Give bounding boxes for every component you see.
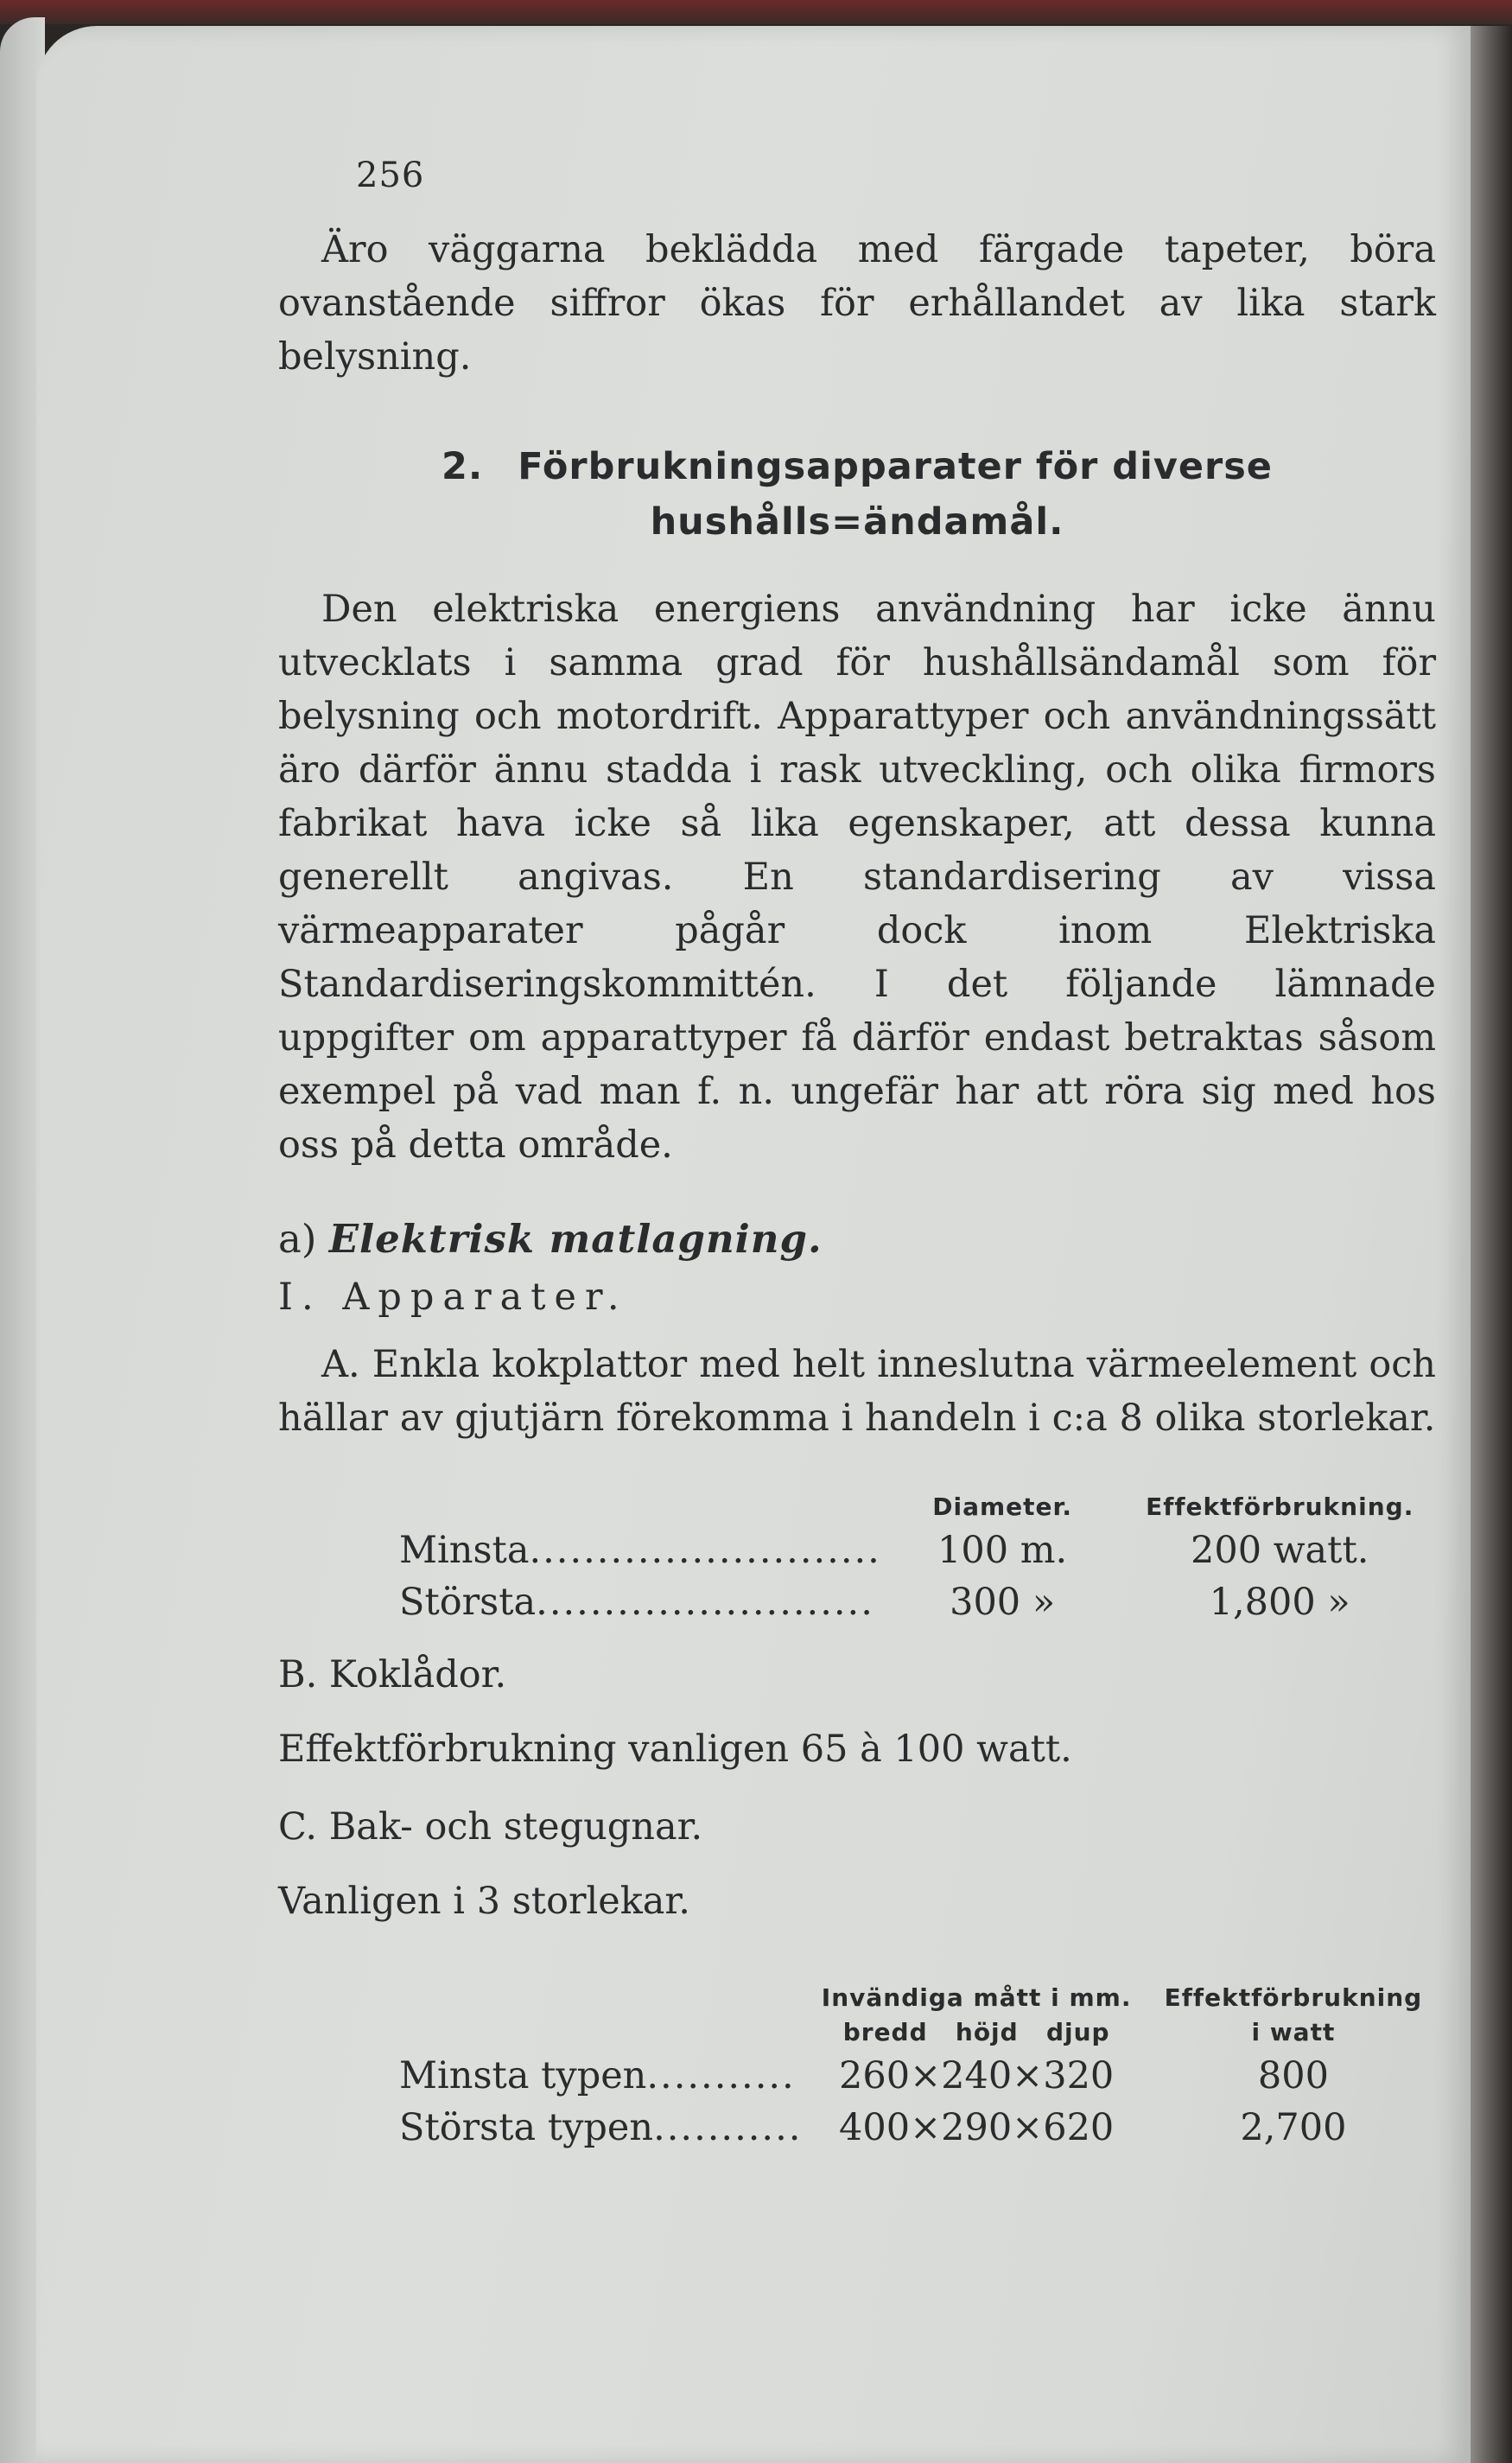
- oven-table: [399, 1981, 1436, 2154]
- table-header-dimensions: Invändiga mått i mm.: [821, 1983, 1132, 2012]
- row-label: Minsta typen: [399, 2054, 647, 2097]
- subsection-a-label: a): [278, 1216, 317, 1262]
- intro-paragraph: Äro väggarna beklädda med färgade tapeter, böra ovanstående siffror ökas för erhållandet av lika stark belysning.: [278, 228, 1436, 379]
- book-page: [36, 26, 1471, 2463]
- row-leader-dots: ...........: [646, 2054, 796, 2097]
- table-header-blank: [399, 1490, 881, 1524]
- row-diameter: 100 m.: [937, 1529, 1068, 1572]
- row-leader-dots: ...........: [653, 2106, 803, 2149]
- row-label-cell: [399, 1524, 881, 1576]
- row-label-cell: [399, 1576, 881, 1628]
- page-number: 256: [356, 156, 425, 195]
- main-paragraph: Den elektriska energiens användning har icke ännu utvecklats i samma grad för hushållsändamål som för belysning och motordrift. Apparattyper och användningssätt äro därför ännu stadda i rask utveckling, och olika firmors fabrikat hava icke så lika egenskaper, att dessa kunna generellt angivas. En standardisering av vissa värmeapparater pågår dock inom Elektriska Standardiseringskommittén. I det följande lämnade uppgifter om apparattyper få därför endast betraktas såsom exempel på vad man f. n. ungefär har att röra sig med hos oss på detta område.: [278, 588, 1436, 1167]
- table-header-diameter: Diameter.: [932, 1492, 1072, 1521]
- table-header-blank: [399, 1981, 802, 2015]
- item-c-title: C. Bak- och stegugnar.: [278, 1805, 703, 1849]
- item-a-text: A. Enkla kokplattor med helt inneslutna värmeelement och hällar av gjutjärn förekomma i handeln i c:a 8 olika storlekar.: [278, 1343, 1436, 1440]
- table-header-blank: [399, 2015, 802, 2050]
- section-number: 2.: [442, 445, 484, 488]
- table-row: [399, 1576, 1436, 1628]
- row-label-cell: [399, 2102, 802, 2154]
- row-dimensions: 260×240×320: [839, 2054, 1115, 2097]
- section-heading: [278, 439, 1436, 550]
- row-diameter: 300 »: [950, 1581, 1056, 1624]
- subsection-I-heading: I. Apparater.: [278, 1276, 628, 1319]
- item-b-text: Effektförbrukning vanligen 65 à 100 watt.: [278, 1728, 1072, 1771]
- row-effect: 1,800 »: [1209, 1581, 1350, 1624]
- book-spine: [1464, 26, 1512, 2463]
- row-effect: 200 watt.: [1190, 1529, 1369, 1572]
- subsection-a-title: Elektrisk matlagning.: [328, 1216, 823, 1262]
- item-c-text: Vanligen i 3 storlekar.: [278, 1880, 690, 1923]
- table-row: [399, 2102, 1436, 2154]
- table-subheader-effect: i watt: [1251, 2018, 1336, 2046]
- book-edge-top: [0, 0, 1512, 24]
- table-row: [399, 2050, 1436, 2102]
- table-header-effect: Effektförbrukning.: [1146, 1492, 1414, 1521]
- table-subheader-dimensions: bredd höjd djup: [842, 2018, 1110, 2046]
- item-b-title: B. Koklådor.: [278, 1653, 507, 1696]
- row-label: Största typen: [399, 2106, 654, 2149]
- hotplate-table: [399, 1490, 1436, 1628]
- row-label-cell: [399, 2050, 802, 2102]
- row-label: Minsta: [399, 1529, 530, 1572]
- row-label: Största: [399, 1581, 537, 1624]
- table-header-effect: Effektförbrukning: [1164, 1983, 1423, 2012]
- table-row: [399, 1524, 1436, 1576]
- row-leader-dots: .........................: [536, 1581, 874, 1624]
- row-leader-dots: ..........................: [529, 1529, 881, 1572]
- row-effect: 2,700: [1240, 2106, 1347, 2149]
- row-dimensions: 400×290×620: [839, 2106, 1115, 2149]
- subsection-a-heading: [278, 1212, 1436, 1267]
- section-title: Förbrukningsapparater för diverse hushålls=ändamål.: [518, 445, 1273, 544]
- row-effect: 800: [1257, 2054, 1329, 2097]
- page-content: [278, 156, 1436, 2154]
